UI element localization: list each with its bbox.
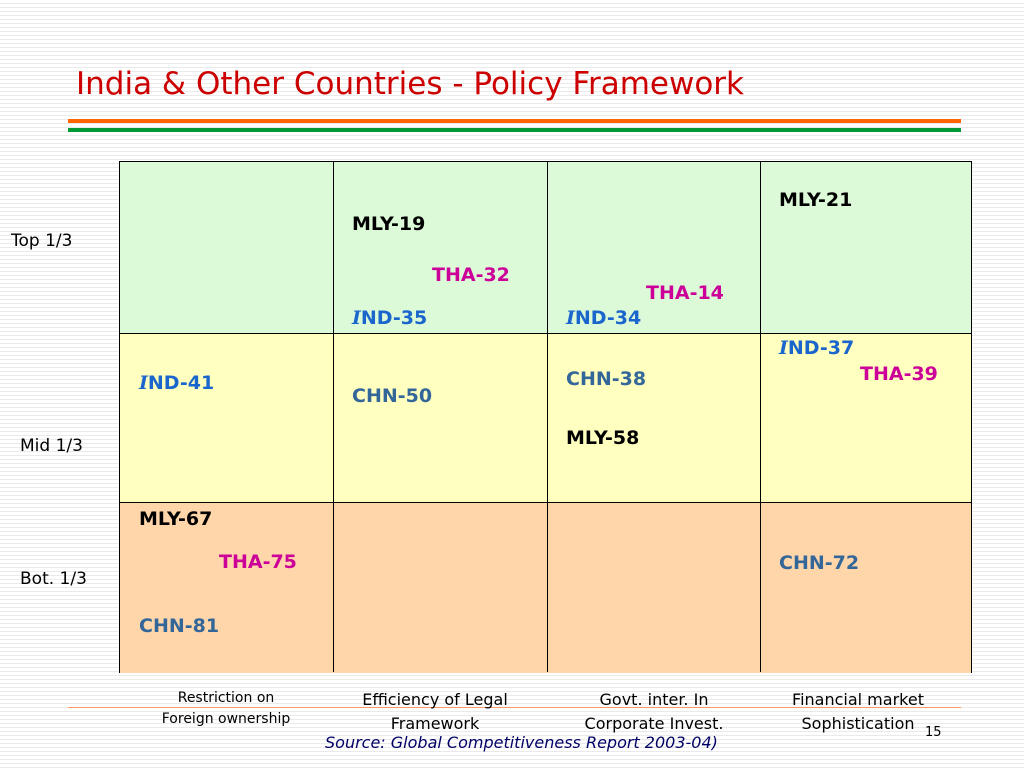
column-label-line: Govt. inter. In xyxy=(599,690,709,709)
page-number: 15 xyxy=(925,725,942,740)
bottom-third-band xyxy=(120,503,971,673)
entry-chn-col2: CHN-50 xyxy=(352,385,433,407)
column-divider xyxy=(547,162,548,672)
policy-grid xyxy=(119,161,972,673)
column-label-govt xyxy=(554,688,754,736)
entry-mly-col4: MLY-21 xyxy=(779,189,853,211)
entry-tha-col1: THA-75 xyxy=(219,551,297,573)
column-label-line: Foreign ownership xyxy=(161,711,291,727)
row-label-bottom: Bot. 1/3 xyxy=(20,569,87,589)
entry-ind-col4: IND-37 xyxy=(779,337,855,359)
column-label-line: Corporate Invest. xyxy=(584,714,724,733)
column-label-line: Financial market xyxy=(792,690,924,709)
entry-tha-col3: THA-14 xyxy=(646,282,724,304)
column-label-line: Framework xyxy=(390,714,480,733)
top-third-band xyxy=(120,162,971,333)
column-label-restriction xyxy=(141,688,311,730)
entry-mly-col3: MLY-58 xyxy=(566,427,640,449)
entry-tha-col4: THA-39 xyxy=(860,363,938,385)
entry-mly-col2: MLY-19 xyxy=(352,213,426,235)
column-label-line: Sophistication xyxy=(801,714,915,733)
entry-ind-col3: IND-34 xyxy=(566,307,642,329)
row-label-mid: Mid 1/3 xyxy=(20,436,83,456)
source-note: Source: Global Competitiveness Report 2003-04) xyxy=(325,733,718,752)
entry-ind-col1: IND-41 xyxy=(139,372,215,394)
column-divider xyxy=(333,162,334,672)
title-rule-orange xyxy=(68,119,961,123)
title-rule-green xyxy=(68,128,961,132)
entry-chn-col3: CHN-38 xyxy=(566,368,647,390)
column-label-legal xyxy=(335,688,535,736)
entry-mly-col1: MLY-67 xyxy=(139,508,213,530)
slide-title: India & Other Countries - Policy Framework xyxy=(76,66,744,102)
column-label-line: Restriction on xyxy=(177,690,275,706)
entry-ind-col2: IND-35 xyxy=(352,307,428,329)
column-divider xyxy=(760,162,761,672)
entry-tha-col2: THA-32 xyxy=(432,264,510,286)
column-label-line: Efficiency of Legal xyxy=(362,690,508,709)
entry-chn-col1: CHN-81 xyxy=(139,615,220,637)
entry-chn-col4: CHN-72 xyxy=(779,552,860,574)
row-label-top: Top 1/3 xyxy=(11,231,73,251)
